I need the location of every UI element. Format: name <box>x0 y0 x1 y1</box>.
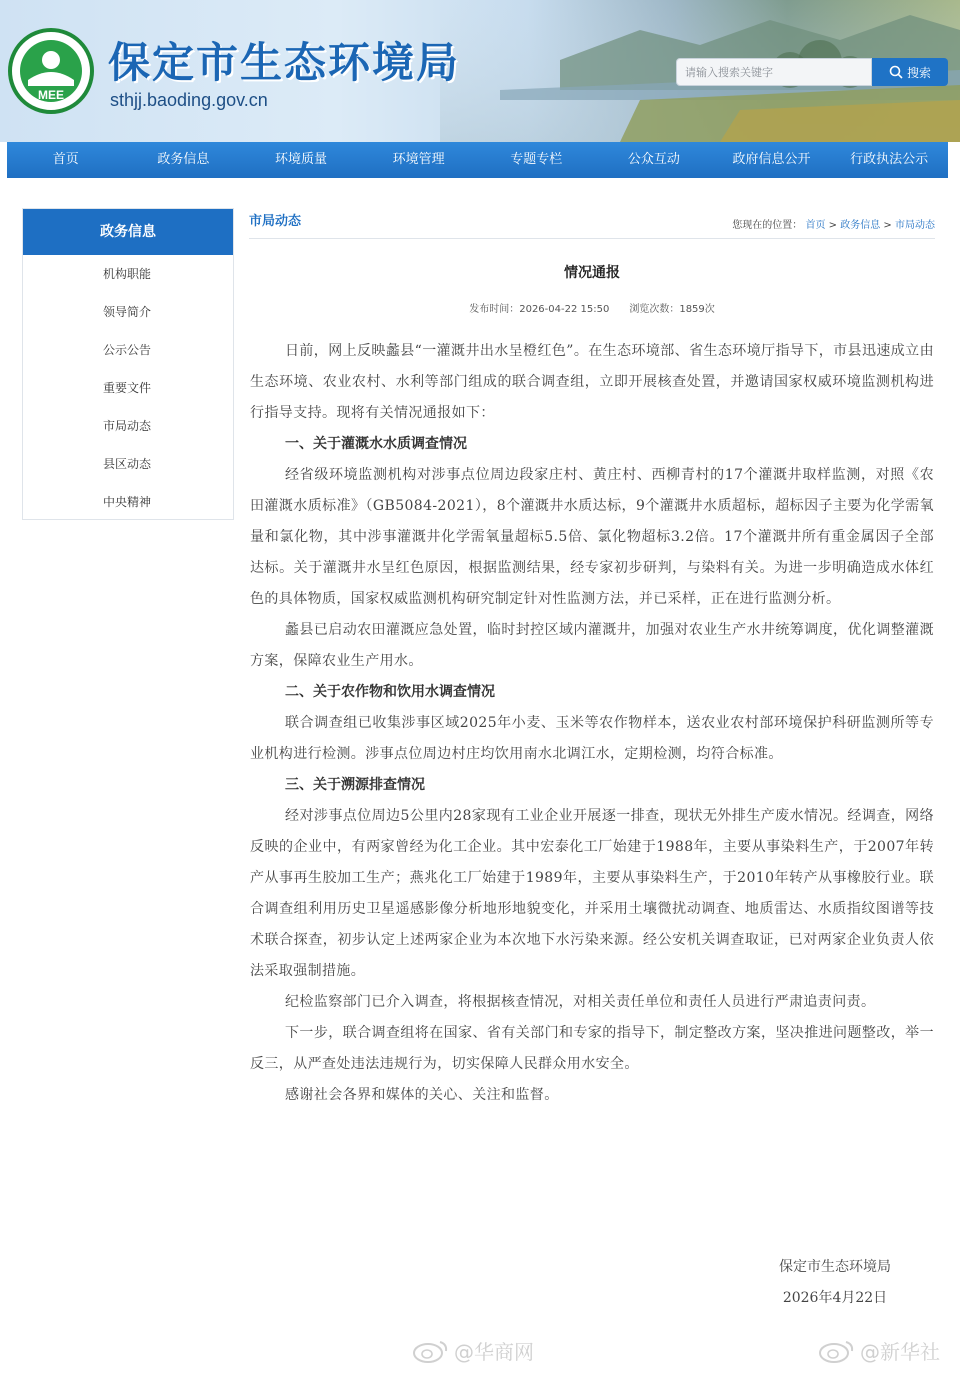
search-icon <box>889 65 903 79</box>
article-subheading: 一、关于灌溉水水质调查情况 <box>285 436 467 452</box>
breadcrumb-separator: > <box>828 220 838 231</box>
nav-item-public-interaction[interactable]: 公众互动 <box>627 152 680 167</box>
article-paragraph: 经省级环境监测机构对涉事点位周边段家庄村、黄庄村、西柳青村的17个灌溉井取样监测，对照《农田灌溉水质标准》（GB5084-2021），8个灌溉井水质达标，9个灌溉井水质超标，超标因子主要为化学需氧量和氯化物，其中涉事灌溉井化学需氧量超标5.5倍、氯化物超标3.2倍。17个灌溉井所有重金属因子全部达标。关于灌溉井水呈红色原因，根据监测结果，经专家初步研判，与染料有关。为进一步明确造成水体红色的具体物质，国家权威监测机构研究制定针对性监测方法，并已采样，正在进行监测分析。 <box>250 467 934 607</box>
watermark-text: @华商网 <box>454 1340 534 1364</box>
nav-item-government-info[interactable]: 政务信息 <box>157 152 210 167</box>
breadcrumb-prefix: 您现在的位置： <box>732 220 803 231</box>
section-label[interactable]: 市局动态 <box>249 214 302 229</box>
site-title[interactable]: 保定市生态环境局 <box>108 38 461 87</box>
nav-item-environment-quality[interactable]: 环境质量 <box>275 152 328 167</box>
article-body <box>250 336 934 1111</box>
search-button-label: 搜索 <box>906 65 931 80</box>
search-box <box>676 58 872 86</box>
nav-item-environment-management[interactable]: 环境管理 <box>392 152 445 167</box>
breadcrumb-home[interactable]: 首页 <box>805 220 826 231</box>
breadcrumb <box>732 216 935 231</box>
article-subheading: 二、关于农作物和饮用水调查情况 <box>285 684 495 700</box>
breadcrumb-government-info[interactable]: 政务信息 <box>840 220 881 231</box>
logo-text: MEE <box>37 88 64 102</box>
content-header <box>249 206 935 239</box>
breadcrumb-separator: > <box>883 220 892 231</box>
article-paragraph: 蠡县已启动农田灌溉应急处置，临时封控区域内灌溉井，加强对农业生产水井统筹调度，优化调整灌溉方案，保障农业生产用水。 <box>250 622 934 669</box>
sidebar-item-central-spirit[interactable]: 中央精神 <box>103 495 152 509</box>
main-nav <box>7 142 948 178</box>
article-subheading: 三、关于溯源排查情况 <box>285 777 425 793</box>
article-paragraph: 联合调查组已收集涉事区域2025年小麦、玉米等农作物样本，送农业农村部环境保护科研监测所等专业机构进行检测。涉事点位周边村庄均饮用南水北调江水，定期检测，均符合标准。 <box>250 715 934 762</box>
sidebar-item-county-news[interactable]: 县区动态 <box>103 457 152 471</box>
article-signature <box>760 1252 910 1314</box>
weibo-icon <box>818 1338 856 1364</box>
sidebar-item-bureau-news[interactable]: 市局动态 <box>103 419 152 433</box>
site-url: sthjj.baoding.gov.cn <box>110 90 268 110</box>
sidebar-item-announcements[interactable]: 公示公告 <box>103 343 152 357</box>
signature-organization: 保定市生态环境局 <box>779 1259 891 1275</box>
nav-item-home[interactable]: 首页 <box>52 152 79 167</box>
mee-logo[interactable] <box>8 28 94 114</box>
article-paragraph: 纪检监察部门已介入调查，将根据核查情况，对相关责任单位和责任人员进行严肃追责问责。 <box>285 994 876 1010</box>
article-title: 情况通报 <box>564 265 620 281</box>
sidebar <box>22 208 234 520</box>
sidebar-heading: 政务信息 <box>23 209 233 255</box>
article-paragraph: 日前，网上反映蠡县“一灌溉井出水呈橙红色”。在生态环境部、省生态环境厅指导下，市县迅速成立由生态环境、农业农村、水利等部门组成的联合调查组，立即开展核查处置，并邀请国家权威环境监测机构进行指导支持。现将有关情况通报如下： <box>250 343 934 421</box>
article-meta: 发布时间：2026-04-22 15:50 浏览次数：1859次 <box>469 304 715 315</box>
sidebar-item-documents[interactable]: 重要文件 <box>103 381 152 395</box>
nav-item-special-topics[interactable]: 专题专栏 <box>510 152 563 167</box>
nav-item-law-enforcement[interactable]: 行政执法公示 <box>850 152 929 167</box>
article-paragraph: 下一步，联合调查组将在国家、省有关部门和专家的指导下，制定整改方案，坚决推进问题整改，举一反三，从严查处违法违规行为，切实保障人民群众用水安全。 <box>250 1025 934 1072</box>
sidebar-item-leaders[interactable]: 领导简介 <box>103 305 152 319</box>
breadcrumb-bureau-news[interactable]: 市局动态 <box>895 220 935 231</box>
signature-date: 2026年4月22日 <box>782 1290 888 1306</box>
search-input[interactable] <box>677 59 871 85</box>
article-paragraph: 经对涉事点位周边5公里内28家现有工业企业开展逐一排查，现状无外排生产废水情况。经调查，网络反映的企业中，有两家曾经为化工企业。其中宏泰化工厂始建于1988年，主要从事染料生产，于2007年转产从事再生胶加工生产；燕兆化工厂始建于1989年，主要从事染料生产，于2010年转产从事橡胶行业。联合调查组利用历史卫星遥感影像分析地形地貌变化，并采用土壤微扰动调查、地质雷达、水质指纹图谱等技术联合探查，初步认定上述两家企业为本次地下水污染来源。经公安机关调查取证，已对两家企业负责人依法采取强制措施。 <box>250 808 934 979</box>
site-header <box>0 0 960 142</box>
watermark-xinhua <box>818 1336 940 1365</box>
weibo-icon <box>412 1338 450 1364</box>
article-paragraph: 感谢社会各界和媒体的关心、关注和监督。 <box>285 1087 559 1103</box>
sidebar-item-functions[interactable]: 机构职能 <box>103 267 152 281</box>
watermark-text: @新华社 <box>860 1340 940 1364</box>
watermark-huashang <box>412 1336 534 1365</box>
nav-item-info-disclosure[interactable]: 政府信息公开 <box>732 152 811 167</box>
search-button[interactable] <box>872 58 948 86</box>
